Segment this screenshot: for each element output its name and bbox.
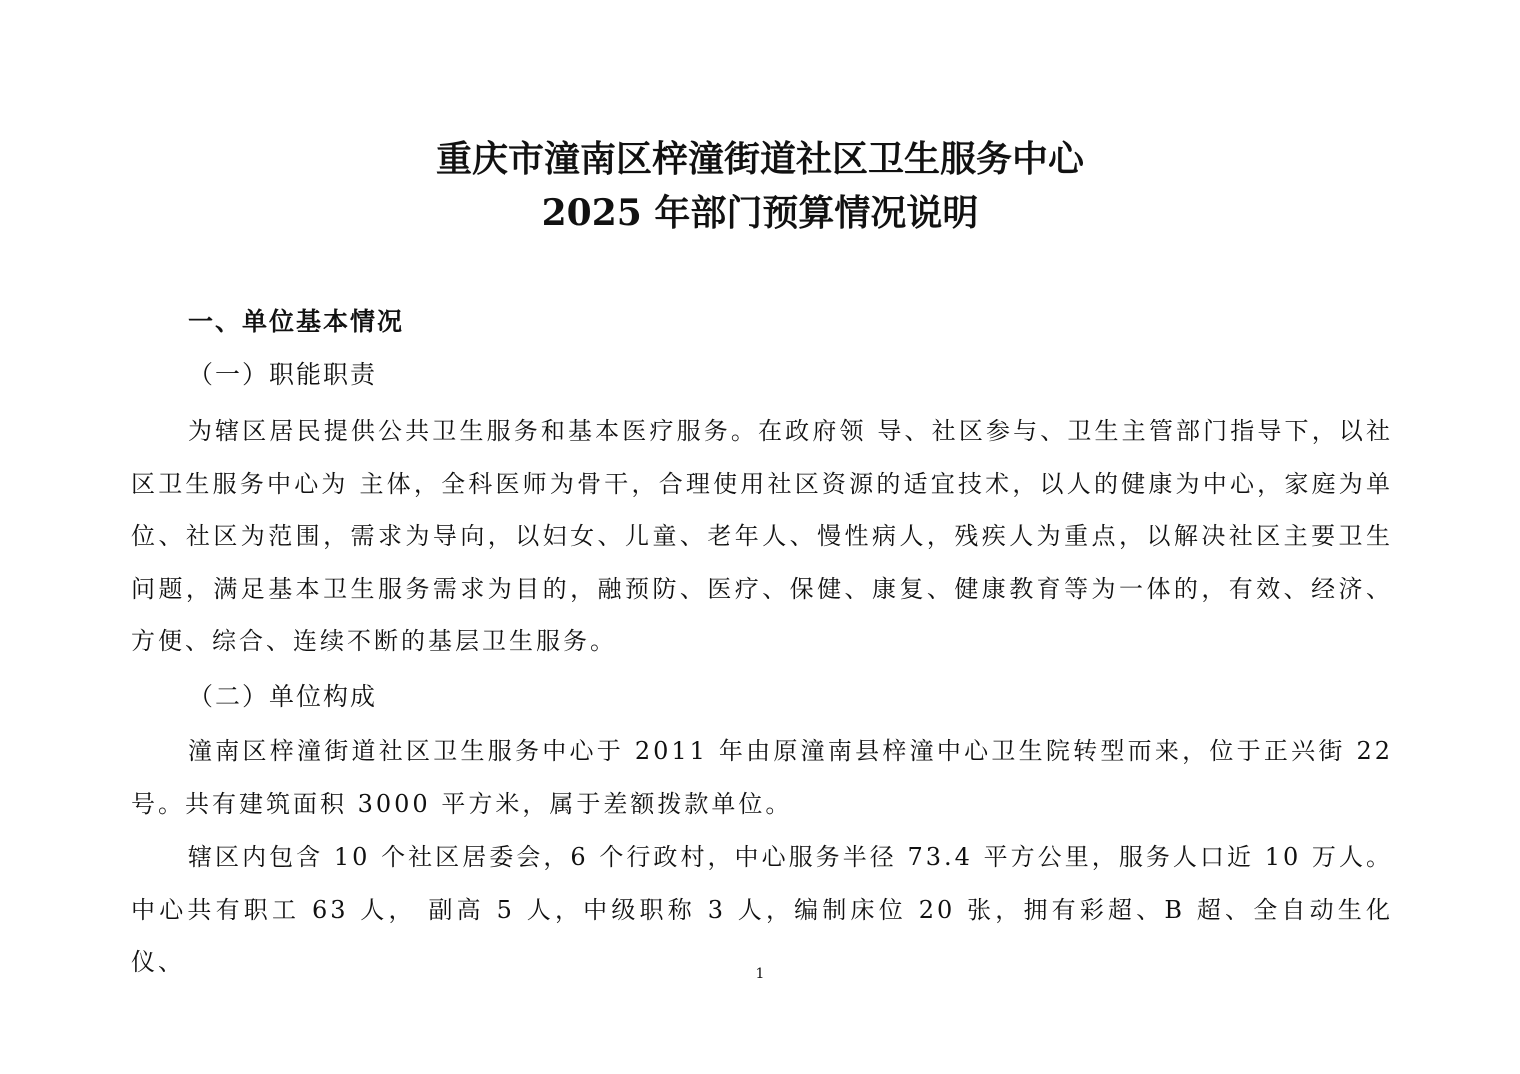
document-title-line1: 重庆市潼南区梓潼街道社区卫生服务中心	[435, 138, 1084, 180]
subsection-heading-duties: （一）职能职责	[188, 360, 378, 389]
page-number: 1	[755, 966, 765, 982]
paragraph-duties: 为辖区居民提供公共卫生服务和基本医疗服务。在政府领 导、社区参与、卫生主管部门指导下，以社区卫生服务中心为 主体，全科医师为骨干，合理使用社区资源的适宜技术，以人的健康为中心，家庭为单位、社区为范围，需求为导向，以妇女、儿童、老年人、慢性病人，残疾人为重点，以解决社区主要卫生问题，满足基本卫生服务需求为目的，融预防、医疗、保健、康复、健康教育等为一体的，有效、经济、方便、综合、连续不断的基层卫生服务。	[131, 417, 1393, 655]
section-heading-basic-info: 一、单位基本情况	[188, 307, 405, 336]
paragraph-composition-2: 辖区内包含 10 个社区居委会，6 个行政村，中心服务半径 73.4 平方公里，服务人口近 10 万人。中心共有职工 63 人， 副高 5 人，中级职称 3 人，编制床位 20 张，拥有彩超、B 超、全自动生化仪、	[131, 843, 1393, 976]
document-title-line2: 2025 年部门预算情况说明	[541, 192, 979, 234]
paragraph-composition-1: 潼南区梓潼街道社区卫生服务中心于 2011 年由原潼南县梓潼中心卫生院转型而来，位于正兴街 22 号。共有建筑面积 3000 平方米，属于差额拨款单位。	[131, 737, 1393, 818]
subsection-heading-composition: （二）单位构成	[188, 682, 378, 711]
